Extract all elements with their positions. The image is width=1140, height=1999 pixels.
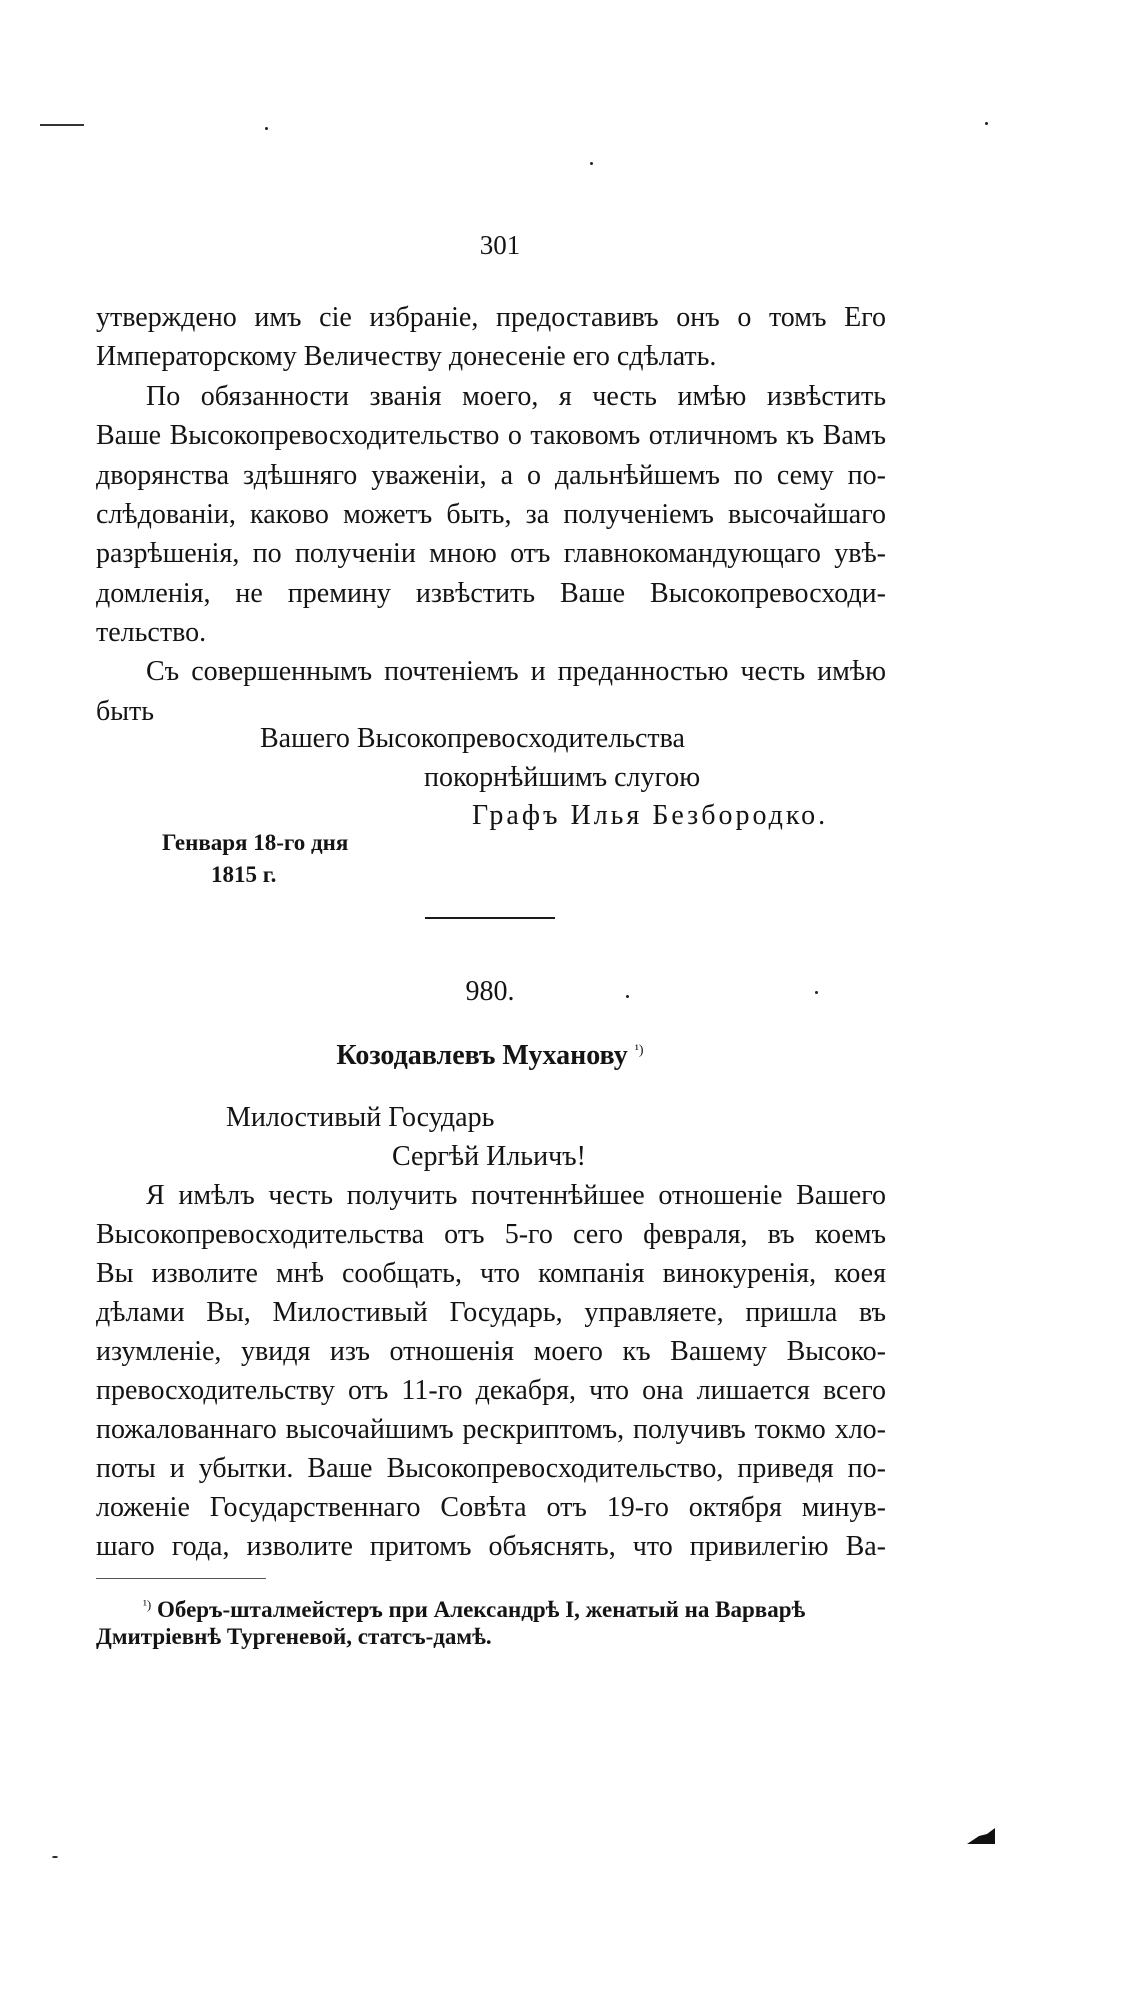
scan-speck [815, 991, 818, 994]
scan-speck [52, 1856, 58, 1858]
salutation-line-2: Сергѣй Ильичъ! [392, 1141, 586, 1172]
text-line: слѣдованіи, каково можетъ быть, за полученіемъ высочайшаго [96, 499, 886, 530]
text-line: Вы изволите мнѣ сообщать, что компанія винокуренія, коея [96, 1258, 886, 1289]
text-line: изумленіе, увидя изъ отношенія моего къ Вашему Высоко- [96, 1336, 886, 1367]
text-line: Ваше Высокопревосходительство о таковомъ отличномъ къ Вамъ [96, 420, 886, 451]
document-title [0, 1040, 980, 1072]
text-line: Императорскому Величеству донесеніе его сдѣлать. [96, 341, 717, 372]
signature-name: Графъ Илья Безбородко. [472, 800, 829, 831]
text-line: превосходительству отъ 11-го декабря, что она лишается всего [96, 1375, 886, 1406]
scan-speck [265, 127, 268, 130]
text-line: разрѣшенія, по полученіи мною отъ главнокомандующаго увѣ- [96, 538, 886, 569]
document-title-text: Козодавлевъ Муханову [336, 1040, 628, 1071]
scan-mark-top-left [40, 124, 84, 126]
scan-speck [626, 995, 629, 998]
text-line: Высокопревосходительства отъ 5-го сего февраля, въ коемъ [96, 1219, 886, 1250]
letter-date-line-2: 1815 г. [211, 862, 277, 887]
letter-date-line-1: Генваря 18-го дня [162, 830, 349, 855]
scan-speck [985, 122, 988, 125]
signature-line-1: Вашего Высокопревосходительства [260, 723, 685, 754]
footnote-line-1 [143, 1590, 805, 1625]
text-line: быть [96, 696, 155, 727]
text-line: тельство. [96, 617, 207, 648]
salutation-line-1: Милостивый Государь [226, 1102, 495, 1133]
page-number: 301 [479, 230, 521, 260]
text-line: дѣлами Вы, Милостивый Государь, управляете, пришла въ [96, 1297, 886, 1328]
section-divider [425, 917, 555, 919]
footnote-text-1: Оберъ-шталмейстеръ при Александрѣ I, женатый на Варварѣ [156, 1597, 806, 1622]
text-line: ложеніе Государственнаго Совѣта отъ 19-го октября минув- [96, 1492, 886, 1523]
scan-speck [590, 162, 593, 165]
text-line: Съ совершеннымъ почтеніемъ и преданностью честь имѣю [146, 656, 886, 687]
signature-line-2: покорнѣйшимъ слугою [424, 762, 701, 793]
footnote-line-2: Дмитріевнѣ Тургеневой, статсъ-дамѣ. [96, 1624, 492, 1649]
text-line: Я имѣлъ честь получить почтеннѣйшее отношеніе Вашего [146, 1180, 886, 1211]
text-line: поты и убытки. Ваше Высокопревосходительство, приведя по- [96, 1453, 886, 1484]
text-line: пожалованнаго высочайшимъ рескриптомъ, получивъ токмо хло- [96, 1414, 886, 1445]
text-line: дворянства здѣшняго уваженіи, а о дальнѣйшемъ по сему по- [96, 460, 886, 491]
footnote-rule [96, 1578, 266, 1579]
document-number: 980. [465, 976, 515, 1007]
text-line: шаго года, изволите притомъ объяснять, что привилегію Ва- [96, 1531, 886, 1562]
text-line: домленія, не премину извѣстить Ваше Высокопревосходи- [96, 578, 886, 609]
text-line: утверждено имъ сіе избраніе, предоставивъ онъ о томъ Его [96, 302, 886, 333]
ink-blot-icon [965, 1826, 997, 1846]
text-line: По обязанности званія моего, я честь имѣю извѣстить [146, 381, 886, 412]
footnote-marker: ¹) [143, 1597, 152, 1612]
footnote-reference: ¹) [634, 1043, 644, 1058]
